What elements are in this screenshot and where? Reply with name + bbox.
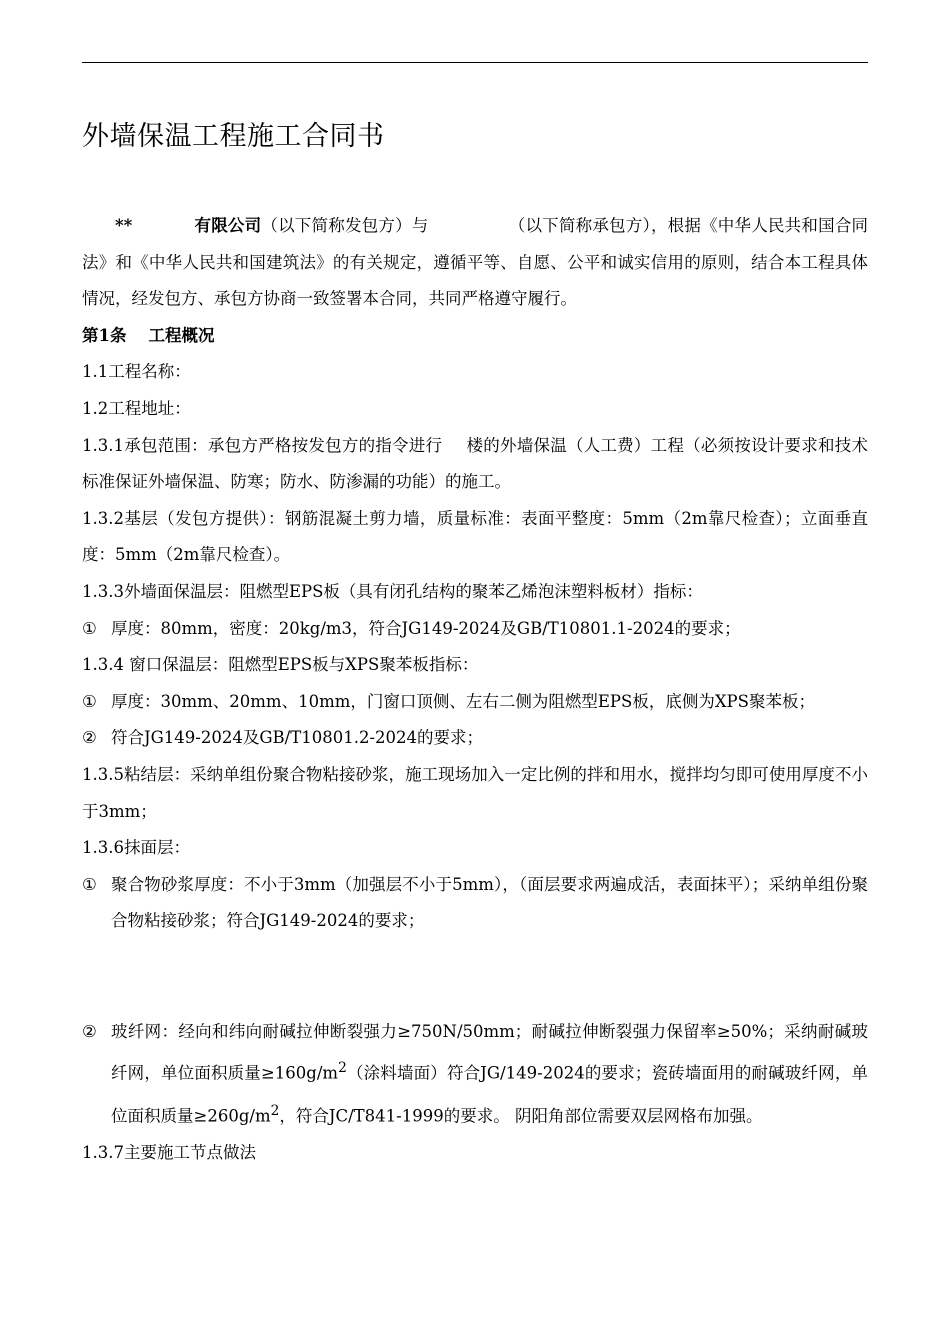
superscript: 2	[270, 1102, 280, 1119]
mesh-text-a: 玻纤网：经向和纬向耐碱拉伸断裂强力≥750N/50mm；耐碱拉伸断裂强力保留率≥50%；采纳耐碱玻纤网，单位面积质量≥160g/m	[111, 1021, 868, 1083]
header-rule	[82, 62, 868, 63]
section-1-3-1-text-b: 楼的外墙保温（人工费）工程（必须按设计要求和技术标准保证外墙保温、防寒；防水、防渗漏的功能）的施工。	[82, 435, 869, 492]
list-text	[111, 1014, 868, 1135]
document-body	[82, 208, 868, 1171]
article-number: 第1条	[82, 325, 127, 345]
article-heading	[82, 318, 868, 355]
document-title: 外墙保温工程施工合同书	[82, 121, 385, 152]
list-item	[82, 867, 868, 940]
list-text: 聚合物砂浆厚度：不小于3mm（加强层不小于5mm），（面层要求两遍成活，表面抹平）；采纳单组份聚合物粘接砂浆；符合JG149-2024的要求；	[111, 874, 868, 931]
list-item	[82, 611, 868, 648]
list-marker: ②	[82, 1021, 97, 1041]
party-a-company: 有限公司	[194, 216, 262, 235]
section-1-3-5: 1.3.5粘结层：采纳单组份聚合物粘接砂浆，施工现场加入一定比例的拌和用水，搅拌均匀即可使用厚度不小于3mm；	[82, 764, 868, 821]
list-marker: ①	[82, 618, 97, 638]
page-gap	[82, 940, 868, 1014]
list-text: 厚度：80mm，密度：20kg/m3，符合JG149-2024及GB/T10801.1-2024的要求；	[111, 618, 741, 638]
list-item	[82, 720, 868, 757]
list-text: 符合JG149-2024及GB/T10801.2-2024的要求；	[111, 728, 484, 748]
list-item	[82, 1014, 868, 1135]
list-marker: ②	[82, 728, 97, 748]
section-1-3-3: 1.3.3外墙面保温层：阻燃型EPS板（具有闭孔结构的聚苯乙烯泡沫塑料板材）指标：	[82, 581, 703, 601]
section-1-3-4: 1.3.4 窗口保温层：阻燃型EPS板与XPS聚苯板指标：	[82, 655, 479, 675]
intro-text-2: （以下简称承包方），根据《中华人民共和国合同法》和《中华人民共和国建筑法》的有关规定，遵循平等、自愿、公平和诚实信用的原则，结合本工程具体情况，经发包方、承包方协商一致签署本合同，共同严格遵守履行。	[82, 216, 869, 309]
section-1-3-1	[82, 428, 868, 501]
list-marker: ①	[82, 874, 97, 894]
section-1-1: 1.1工程名称：	[82, 362, 191, 382]
mesh-text-c: ，符合JC/T841-1999的要求。 阴阳角部位需要双层网格布加强。	[279, 1106, 763, 1126]
party-a-stars: **	[115, 216, 133, 235]
section-1-3-2: 1.3.2基层（发包方提供）：钢筋混凝土剪力墙，质量标准：表面平整度：5mm（2m靠尺检查）；立面垂直度：5mm（2m靠尺检查）。	[82, 508, 868, 565]
list-marker: ①	[82, 691, 97, 711]
intro-text-1: （以下简称发包方）与	[261, 216, 429, 235]
section-1-3-1-text-a: 1.3.1承包范围：承包方严格按发包方的指令进行	[82, 435, 443, 455]
section-1-2: 1.2工程地址：	[82, 398, 191, 418]
superscript: 2	[338, 1060, 347, 1077]
intro-paragraph	[82, 208, 868, 318]
section-1-3-6: 1.3.6抹面层：	[82, 838, 190, 858]
mesh-text-b: （涂料墙面）符合JG/149-2024的要求；瓷砖墙面用的耐碱玻纤网，单位面积质量≥260g/m	[111, 1063, 868, 1126]
list-item	[82, 684, 868, 721]
list-text: 厚度：30mm、20mm、10mm，门窗口顶侧、左右二侧为阻燃型EPS板，底侧为XPS聚苯板；	[111, 691, 815, 711]
article-title: 工程概况	[148, 325, 215, 345]
section-1-3-7: 1.3.7主要施工节点做法	[82, 1142, 256, 1162]
